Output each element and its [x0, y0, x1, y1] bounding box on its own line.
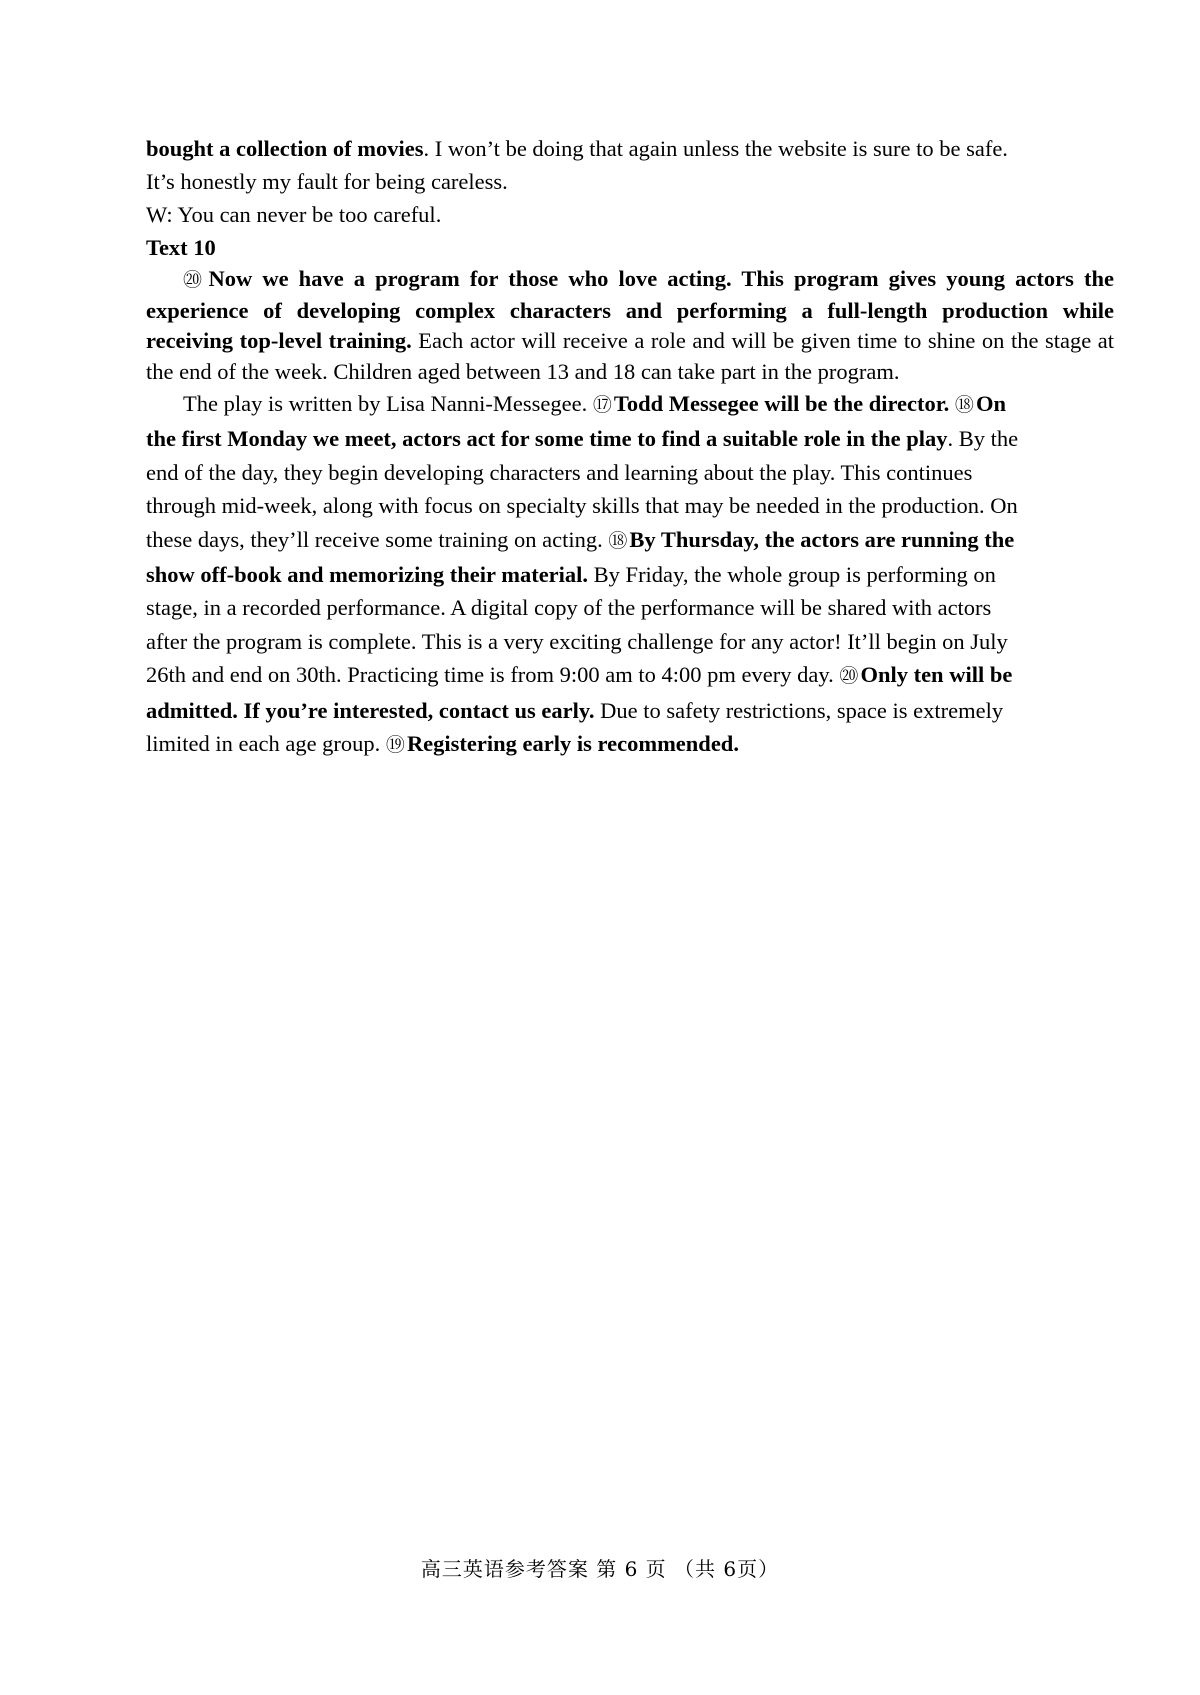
p2-line-1-text: The play is written by Lisa Nanni-Messegee. [183, 391, 593, 416]
p2-bold-thursday: By Thursday, the actors are running the [629, 526, 1015, 552]
p2-line-2 [146, 422, 1114, 455]
p2-line-4: through mid-week, along with focus on specialty skills that may be needed in the production. On [146, 493, 1018, 519]
dialogue-line-1 [146, 132, 1114, 165]
p2-line-11-text: limited in each age group. [146, 731, 386, 757]
dialogue-section [146, 132, 1114, 231]
p2-bold-only-ten: Only ten will be [860, 662, 1013, 688]
page-footer: 高三英语参考答案 第 6 页 （共 6页） [420, 1557, 780, 1581]
p2-bold-admitted: admitted. If you’re interested, contact us early. [146, 697, 595, 723]
p2-line-6 [146, 558, 1114, 591]
p1-bold-answer: Now we have a program for those who love acting. This program gives young actors the experience of developing complex characters and performing a full-length production while receiving top-level training. [146, 266, 1114, 353]
text10-heading: Text 10 [146, 235, 216, 260]
text10-paragraph-1 [146, 264, 1114, 387]
question-marker-20b: ⑳ [839, 665, 859, 688]
p1-rest: Each actor will receive a role and will be given time to shine on the stage at the end of the week. Children aged between 13 and 18 can take part in the program. [146, 328, 1115, 384]
p2-bold-registering: Registering early is recommended. [406, 731, 739, 757]
p2-line-9 [146, 658, 1114, 693]
dialogue-bold-phrase: bought a collection of movies [146, 136, 424, 161]
dialogue-line-3: W: You can never be too careful. [146, 202, 442, 227]
p2-line-10 [146, 694, 1114, 727]
p2-line-5 [146, 523, 1114, 558]
p2-bold-director: Todd Messegee will be the director. [613, 391, 955, 416]
p2-line-9-text: 26th and end on 30th. Practicing time is from 9:00 am to 4:00 pm every day. [146, 662, 840, 688]
p2-line-7: stage, in a recorded performance. A digital copy of the performance will be shared with actors [146, 595, 992, 621]
p2-line-3: end of the day, they begin developing characters and learning about the play. This continues [146, 459, 973, 485]
p2-line-5-text: these days, they’ll receive some training on acting. [146, 526, 609, 552]
p2-bold-off-book: show off-book and memorizing their material. [146, 562, 589, 588]
p2-line-1 [146, 387, 1114, 422]
question-marker-17: ⑰ [592, 394, 612, 416]
page-body [146, 132, 1114, 762]
text10-paragraph-2 [146, 387, 1114, 762]
p2-line-8: after the program is complete. This is a very exciting challenge for any actor! It’ll begin on July [146, 628, 1008, 654]
p2-bold-first-monday: the first Monday we meet, actors act for some time to find a suitable role in the play [146, 426, 948, 452]
dialogue-line-2: It’s honestly my fault for being careless. [146, 169, 508, 194]
p2-line-2-rest: . By the [947, 426, 1019, 452]
p2-line-11 [146, 727, 1114, 762]
p2-bold-on: On [975, 391, 1006, 416]
question-marker-20: ⑳ [183, 269, 207, 291]
question-marker-18b: ⑱ [608, 529, 628, 552]
p2-line-6-rest: By Friday, the whole group is performing on [588, 562, 996, 588]
dialogue-line-1-rest: . I won’t be doing that again unless the website is sure to be safe. [423, 136, 1008, 161]
question-marker-18: ⑱ [954, 394, 974, 416]
p2-line-10-rest: Due to safety restrictions, space is extremely [594, 697, 1004, 723]
question-marker-19: ⑲ [385, 734, 405, 757]
